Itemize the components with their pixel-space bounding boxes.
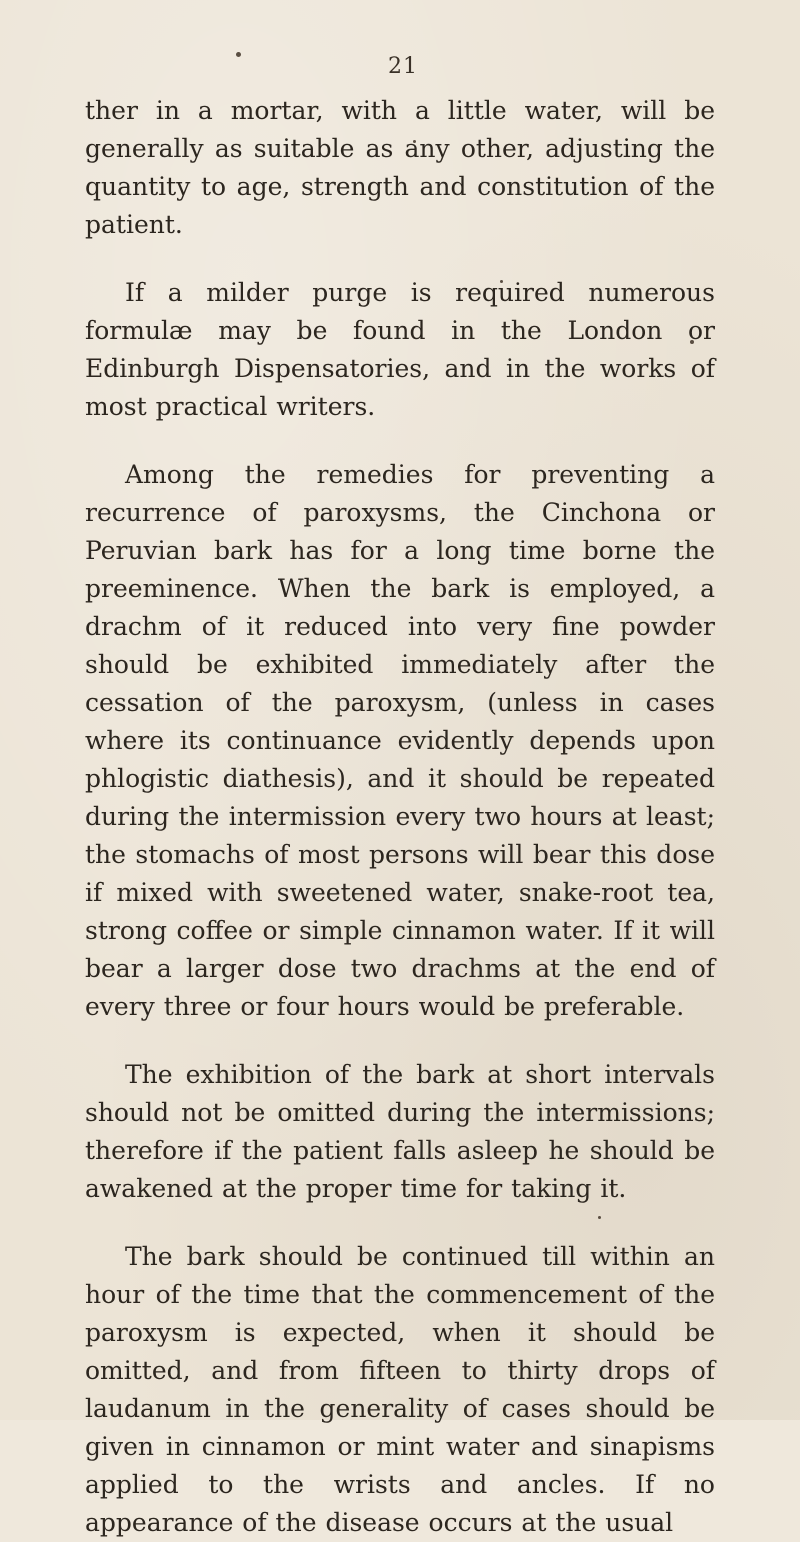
paragraph: The exhibition of the bark at short intervals should not be omitted during the intermissions; therefore if the patient falls asleep he should be awakened at the proper time for taking it. [85, 1060, 715, 1203]
paragraph: Among the remedies for preventing a recurrence of paroxysms, the Cinchona or Peruvian bark has for a long time borne the preeminence. When the bark is employed, a drachm of it reduced into very fine powder should be exhibited immediately after the cessation of the paroxysm, (unless in cases where its continuance evidently depends upon phlogistic diathesis), and it should be repeated during the intermission every two hours at least; the stomachs of most persons will bear this dose if mixed with sweetened water, snake-root tea, strong coffee or simple cinnamon water. If it will bear a larger dose two drachms at the end of every three or four hours would be preferable. [85, 460, 715, 1021]
page-number: 21 [388, 54, 418, 79]
paragraph: ther in a mortar, with a little water, will be generally as suitable as any other, adjusting the quantity to age, strength and constitution of the patient. [85, 96, 715, 239]
paragraph: If a milder purge is required numerous formulæ may be found in the London or Edinburgh Dispensatories, and in the works of most practical writers. [85, 278, 715, 421]
paragraph: The bark should be continued till within an hour of the time that the commencement of the paroxysm is expected, when it should be omitted, and from fifteen to thirty drops of laudanum in the generality of cases should be given in cinnamon or mint water and sinapisms applied to the wrists and ancles. If no appearance of the disease occurs at the usual [85, 1242, 715, 1537]
body-text [85, 92, 715, 1542]
ink-speck [236, 52, 241, 57]
